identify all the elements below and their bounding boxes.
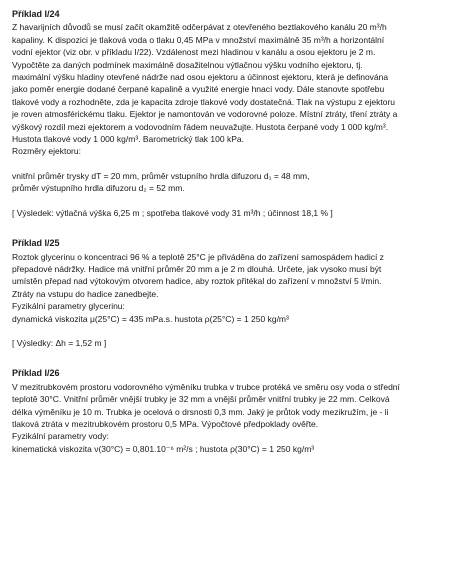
text-line: výškový rozdíl mezi ejektorem a vodovodním řádem neuvažujte. Hustota čerpané vody 1 000 kg/m³. — [12, 121, 389, 132]
problem-i25 — [12, 237, 456, 349]
text-line: Z havarijních důvodů se musí začít okamžitě odčerpávat z otevřeného beztlakového kanálu 20 m³/h — [12, 22, 387, 33]
text-line: V mezitrubkovém prostoru vodorovného výměníku trubka v trubce protéká ve směru osy voda o střední — [12, 381, 400, 392]
text-line: maximální výšku hladiny otevřené nádrže nad osou ejektoru a účinnost ejektoru, která je definována — [12, 72, 389, 83]
text-line: Hustota tlakové vody 1 000 kg/m³. Barometrický tlak 100 kPa. — [12, 134, 244, 145]
spacer — [12, 325, 456, 337]
text-line: kinematická viskozita ν(30°C) = 0,801.10⁻⁶ m²/s ; hustota ρ(30°C) = 1 250 kg/m³ — [12, 443, 315, 454]
problem-text — [12, 381, 456, 455]
result-line: [ Výsledek: výtlačná výška 6,25 m ; spotřeba tlakové vody 31 m³/h ; účinnost 18,1 % ] — [12, 207, 333, 218]
spacer — [12, 219, 456, 231]
dimensions-text — [12, 170, 456, 195]
result-line: [ Výsledky: Δh = 1,52 m ] — [12, 337, 107, 348]
text-line: Fyzikální parametry vody: — [12, 431, 109, 442]
text-line: Ztráty na vstupu do hadice zanedbejte. — [12, 288, 159, 299]
spacer — [12, 158, 456, 170]
problem-text — [12, 251, 456, 325]
problem-i24 — [12, 8, 456, 219]
text-line: teplotě 30°C. Vnitřní průměr vnější trubky je 32 mm a vnější průměr vnitřní trubky je 22 mm. Celková — [12, 394, 390, 405]
spacer — [12, 349, 456, 361]
problem-text — [12, 21, 456, 157]
text-line: je roven atmosférickému tlaku. Ejektor je namontován ve vodorovné poloze. Místní ztráty, tření ztráty a — [12, 109, 398, 120]
text-line: Fyzikální parametry glycerinu: — [12, 301, 125, 312]
text-line: tlaková ztráta v mezitrubkovém prostoru 0,5 MPa. Výpočtové předpoklady ověřte. — [12, 418, 319, 429]
text-line: umístěn přepad nad výtokovým otvorem hadice, aby roztok přitékal do zařízení v množství 5 l/min. — [12, 276, 382, 287]
text-line: vnitřní průměr trysky dT = 20 mm, průměr vstupního hrdla difuzoru d₁ = 48 mm, — [12, 170, 310, 181]
problem-title: Příklad I/25 — [12, 238, 60, 249]
problem-title: Příklad I/24 — [12, 9, 60, 19]
text-line: délka výměníku je 10 m. Trubka je ocelová o drsnosti 0,3 mm. Jaký je průtok vody mezikružím, je - li — [12, 406, 389, 417]
text-line: jako poměr energie dodané čerpané kapalině a využité energie hnací vody. Dále stanovte spotřebu — [12, 84, 385, 95]
text-line: Rozměry ejektoru: — [12, 146, 81, 157]
problem-title: Příklad I/26 — [12, 368, 60, 379]
text-line: průměr výstupního hrdla difuzoru d₂ = 52 mm. — [12, 183, 185, 194]
text-line: Roztok glycerinu o koncentraci 96 % a teplotě 25°C je přiváděna do zařízení samospádem hadicí z — [12, 251, 384, 262]
text-line: dynamická viskozita μ(25°C) = 435 mPa.s. hustota ρ(25°C) = 1 250 kg/m³ — [12, 313, 289, 324]
problem-i26 — [12, 367, 456, 455]
spacer — [12, 195, 456, 207]
text-line: tlakové vody a rozhodněte, zda je kapacita zdroje tlakové vody dostatečná. Tlak na výstupu z ejektoru — [12, 96, 396, 107]
text-line: vodní ejektor (viz obr. v příkladu I/22). Vzdálenost mezi hladinou v kanálu a osou ejektoru je 2 m. — [12, 47, 376, 58]
text-line: Vypočtěte za daných podmínek maximálně dosažitelnou výtlačnou výšku vodního ejektoru, tj. — [12, 59, 363, 70]
text-line: přepadové nádržky. Hadice má vnitřní průměr 20 mm a je 2 m dlouhá. Určete, jak vysoko musí být — [12, 263, 382, 274]
text-line: kapaliny. K dispozici je tlaková voda o tlaku 0,45 MPa v množství maximálně 35 m³/h a horizontální — [12, 34, 385, 45]
